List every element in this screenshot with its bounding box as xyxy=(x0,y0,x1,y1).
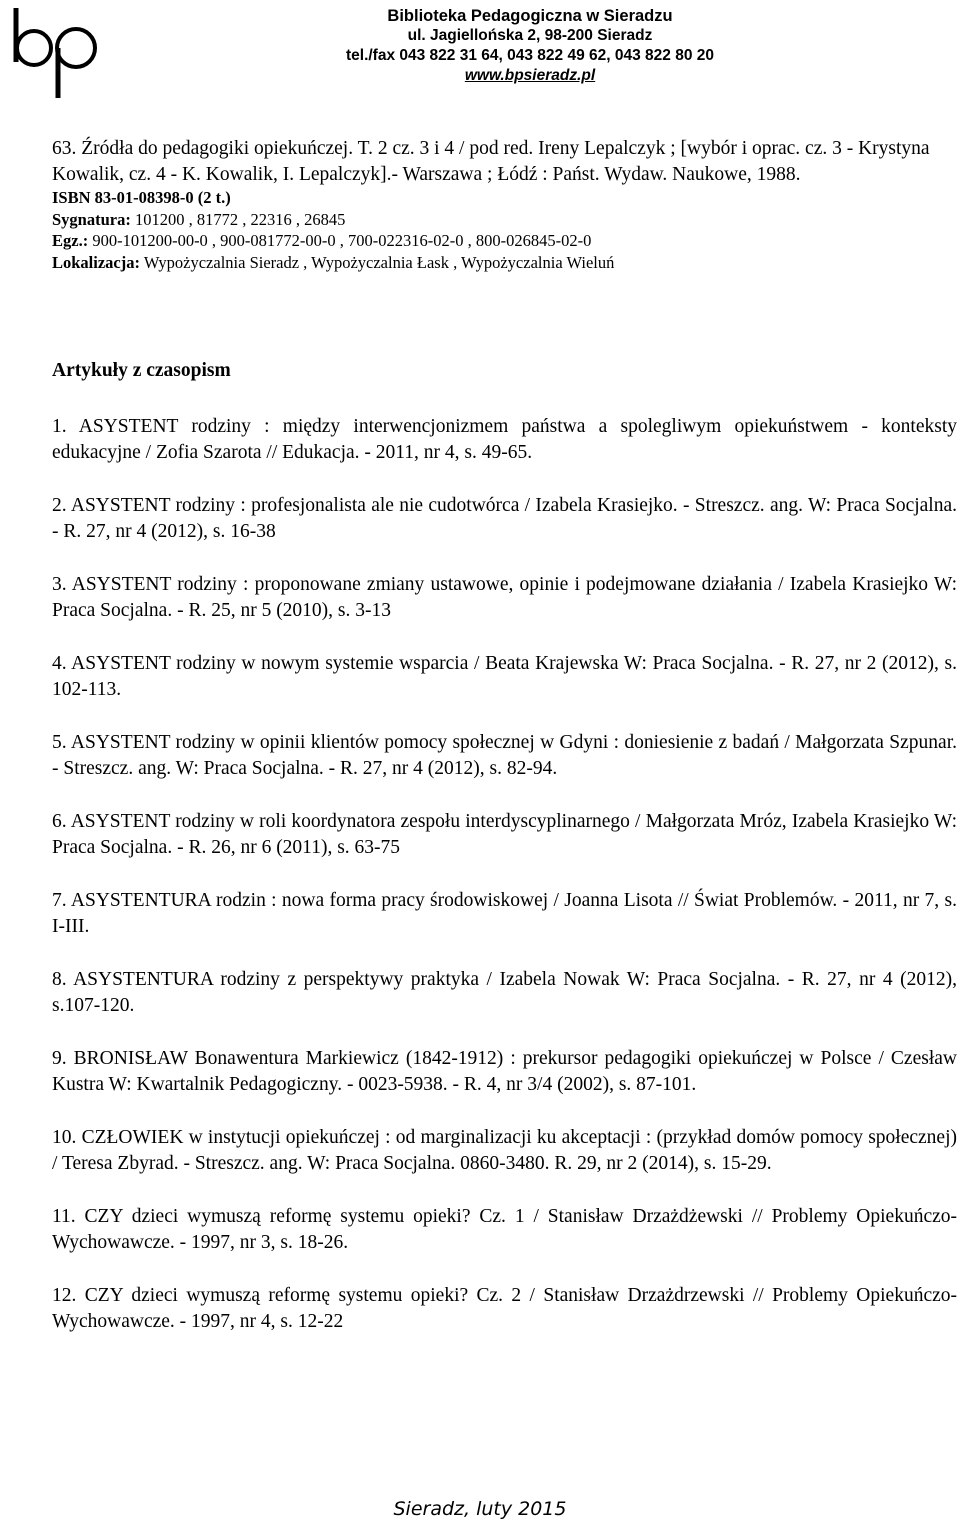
bp-logo-icon xyxy=(10,4,110,100)
article-item: 12. CZY dzieci wymuszą reformę systemu opieki? Cz. 2 / Stanisław Drzażdrzewski // Problemy Opiekuńczo-Wychowawcze. - 1997, nr 4, s. 12-22 xyxy=(52,1285,957,1332)
sygnatura-label: Sygnatura: xyxy=(52,209,131,229)
article-item: 10. CZŁOWIEK w instytucji opiekuńczej : od marginalizacji ku akceptacji : (przykład domów pomocy społecznej) / Teresa Zbyrad. - Streszcz. ang. W: Praca Socjalna. 0860-3480. R. 29, nr 2 (2014), s. 15-29. xyxy=(52,1127,957,1174)
article-item: 2. ASYSTENT rodziny : profesjonalista ale nie cudotwórca / Izabela Krasiejko. - Streszcz. ang. W: Praca Socjalna. - R. 27, nr 4 (2012), s. 16-38 xyxy=(52,495,957,542)
org-website-link[interactable]: www.bpsieradz.pl xyxy=(464,67,596,84)
catalog-entry xyxy=(52,136,932,273)
egz-value: 900-101200-00-0 , 900-081772-00-0 , 700-022316-02-0 , 800-026845-02-0 xyxy=(92,231,592,250)
article-item: 3. ASYSTENT rodziny : proponowane zmiany ustawowe, opinie i podejmowane działania / Izabela Krasiejko W: Praca Socjalna. - R. 25, nr 5 (2010), s. 3-13 xyxy=(52,574,957,621)
entry-description xyxy=(52,136,932,187)
article-item: 4. ASYSTENT rodziny w nowym systemie wsparcia / Beata Krajewska W: Praca Socjalna. - R. 27, nr 2 (2012), s. 102-113. xyxy=(52,653,957,700)
sygnatura-value: 101200 , 81772 , 22316 , 26845 xyxy=(134,209,346,229)
article-item: 9. BRONISŁAW Bonawentura Markiewicz (1842-1912) : prekursor pedagogiki opiekuńczej w Polsce / Czesław Kustra W: Kwartalnik Pedagogiczny. - 0023-5938. - R. 4, nr 3/4 (2002), s. 87-101. xyxy=(52,1048,957,1095)
lokalizacja-value: Wypożyczalnia Sieradz , Wypożyczalnia Łask , Wypożyczalnia Wieluń xyxy=(143,252,615,272)
article-item: 7. ASYSTENTURA rodzin : nowa forma pracy środowiskowej / Joanna Lisota // Świat Problemów. - 2011, nr 7, s. I-III. xyxy=(52,890,957,937)
entry-number: 63. xyxy=(52,138,77,159)
section-title: Artykuły z czasopism xyxy=(52,360,231,381)
article-item: 5. ASYSTENT rodziny w opinii klientów pomocy społecznej w Gdyni : doniesienie z badań / Małgorzata Szpunar. - Streszcz. ang. W: Praca Socjalna. - R. 27, nr 4 (2012), s. 82-94. xyxy=(52,732,957,779)
egz-label: Egz.: xyxy=(52,231,89,250)
article-item: 6. ASYSTENT rodziny w roli koordynatora zespołu interdyscyplinarnego / Małgorzata Mróz, Izabela Krasiejko W: Praca Socjalna. - R. 26, nr 6 (2011), s. 63-75 xyxy=(52,811,957,858)
entry-text: Źródła do pedagogiki opiekuńczej. T. 2 cz. 3 i 4 / pod red. Ireny Lepalczyk ; [wybór i oprac. cz. 3 - Krystyna Kowalik, cz. 4 - K. Kowalik, I. Lepalczyk].- Warszawa ; Łódź : Państ. Wydaw. Naukowe, 1988. xyxy=(52,138,930,185)
lokalizacja-label: Lokalizacja: xyxy=(52,252,140,272)
org-name: Biblioteka Pedagogiczna w Sieradzu xyxy=(387,7,673,25)
library-header xyxy=(300,6,760,86)
article-item: 8. ASYSTENTURA rodziny z perspektywy praktyka / Izabela Nowak W: Praca Socjalna. - R. 27, nr 4 (2012), s.107-120. xyxy=(52,969,957,1016)
articles-list xyxy=(52,414,957,1362)
article-item: 1. ASYSTENT rodziny : między interwencjonizmem państwa a spolegliwym opiekuństwem - konteksty edukacyjne / Zofia Szarota // Edukacja. - 2011, nr 4, s. 49-65. xyxy=(52,416,957,463)
library-logo xyxy=(10,4,110,100)
entry-isbn: ISBN 83-01-08398-0 (2 t.) xyxy=(52,188,231,207)
footer-place-date: Sieradz, luty 2015 xyxy=(393,1498,567,1520)
entry-meta xyxy=(52,187,932,273)
article-item: 11. CZY dzieci wymuszą reformę systemu opieki? Cz. 1 / Stanisław Drzażdżewski // Problemy Opiekuńczo-Wychowawcze. - 1997, nr 3, s. 18-26. xyxy=(52,1206,957,1253)
org-phone: tel./fax 043 822 31 64, 043 822 49 62, 043 822 80 20 xyxy=(345,47,714,64)
org-address: ul. Jagiellońska 2, 98-200 Sieradz xyxy=(407,27,653,44)
